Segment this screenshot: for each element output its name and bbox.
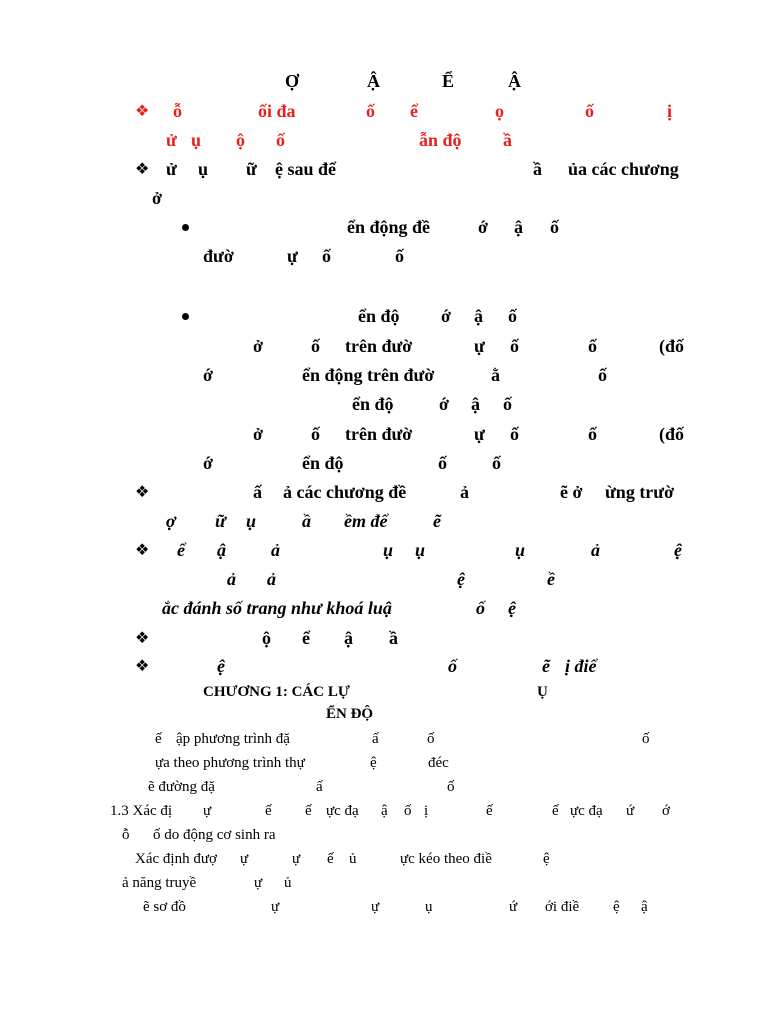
diamond-bullet-icon: ❖ [135,656,150,675]
text-fragment: ế [486,803,493,819]
text-fragment: ố [438,453,447,473]
text-fragment: ế [155,731,162,747]
text-fragment: ậ [344,628,353,648]
text-fragment: ả [591,540,600,560]
text-fragment: ố [585,101,594,121]
text-fragment: ố [550,217,559,237]
text-fragment: ệ [543,851,550,867]
bullet-dot-icon [182,224,189,231]
text-fragment: ực đạ [326,803,359,819]
text-fragment: ố [642,731,650,747]
text-fragment: ự [474,336,485,356]
text-fragment: ề [547,569,555,589]
text-fragment: ậ [471,394,480,414]
text-fragment: ự [240,851,249,867]
text-fragment: ển độ [352,394,394,414]
text-fragment: ự [254,875,263,891]
diamond-bullet-icon: ❖ [135,540,150,559]
text-fragment: ở [253,336,263,356]
text-fragment: ợ [166,511,176,531]
text-fragment: trên đườ [345,336,413,356]
text-fragment: ấ [372,731,379,747]
text-fragment: ắc đánh số trang như khoá luậ [162,598,392,618]
text-fragment: ẽ đường đặ [148,779,215,795]
chapter-title: Ụ [537,684,548,700]
text-fragment: ệ [613,899,620,915]
text-fragment: ả [267,569,276,589]
text-fragment: ố [476,598,485,618]
diamond-bullet-icon: ❖ [135,101,150,120]
text-fragment: ụ [383,540,394,560]
diamond-bullet-icon: ❖ [135,159,150,178]
text-fragment: ố [311,424,320,444]
chapter-title: CHƯƠNG 1: CÁC LỰ [203,684,350,700]
text-fragment: ể [177,540,185,560]
text-fragment: ố [322,246,331,266]
text-fragment: ố [492,453,501,473]
text-fragment: ực kéo theo điề [400,851,492,867]
text-fragment: ẫn độ [419,130,462,150]
text-fragment: ẽ [542,656,550,676]
bullet-dot-icon [182,313,189,320]
text-fragment: ự [292,851,301,867]
text-fragment: ố [447,779,455,795]
text-fragment: ố [510,336,519,356]
text-fragment: trên đườ [345,424,413,444]
text-fragment: ử [166,130,177,150]
text-fragment: ển động trên đườ [302,365,435,385]
text-fragment: ậ [641,899,648,915]
text-fragment: ển động đề [347,217,431,237]
text-fragment: ể [410,101,418,121]
text-fragment: ụ [198,159,209,179]
text-fragment: ự [474,424,485,444]
text-fragment: ả [271,540,280,560]
text-fragment: ố [395,246,404,266]
text-fragment: ố [508,306,517,326]
text-fragment: ử [166,159,177,179]
text-fragment: ủ [284,875,292,891]
text-fragment: ế [327,851,334,867]
text-fragment: ệ [457,569,465,589]
text-fragment: ấ [316,779,323,795]
text-fragment: ụ [425,899,433,915]
text-fragment: (đố [659,336,685,356]
text-fragment: 1.3 Xác đị [110,803,173,819]
text-fragment: ềm để [344,511,388,531]
text-fragment: ớ [203,365,213,385]
text-fragment: ẽ sơ đồ [143,899,186,915]
text-fragment: ớ [203,453,213,473]
text-fragment: ấ [253,482,262,502]
text-fragment: ự [287,246,298,266]
chapter-title: ỂN ĐỘ [326,706,374,722]
text-fragment: ị [667,101,673,121]
text-fragment: ầ [302,511,311,531]
text-fragment: ỗ [173,101,182,121]
text-fragment: ẽ ở [560,482,583,502]
text-fragment: ầ [533,159,542,179]
text-fragment: ủa các chương [568,159,679,179]
text-fragment: ố [598,365,607,385]
text-fragment: ả [227,569,236,589]
text-fragment: đườ [203,246,234,266]
text-fragment: ế [552,803,559,819]
text-fragment: ế [305,803,312,819]
text-fragment: ộ [236,130,245,150]
text-fragment: ệ sau để [275,159,337,179]
diamond-bullet-icon: ❖ [135,628,150,647]
text-fragment: ố [427,731,435,747]
text-fragment: ớ [662,803,670,819]
text-fragment: ệ [508,598,516,618]
text-fragment: ụ [515,540,526,560]
diamond-bullet-icon: ❖ [135,482,150,501]
text-fragment: ậ [381,803,388,819]
text-fragment: ệ [370,755,377,771]
text-fragment: ụ [191,130,202,150]
text-fragment: ể [302,628,310,648]
text-fragment: ộ [262,628,271,648]
text-fragment: ối đa [258,101,296,121]
text-fragment: ữ [215,511,226,531]
text-fragment: ố [510,424,519,444]
text-fragment: ị [424,803,429,819]
text-fragment: ự [271,899,280,915]
text-fragment: ứ [509,899,518,915]
text-fragment: ừng trườ [605,482,675,502]
title-char: Ể [442,71,455,91]
title-char: Ợ [285,71,300,91]
text-fragment: ự [371,899,380,915]
text-fragment: ố do động cơ sinh ra [153,827,276,843]
text-fragment: ỗ [122,827,130,843]
text-fragment: ớ [439,394,449,414]
text-fragment: ở [152,188,162,208]
text-fragment: ố [366,101,375,121]
text-fragment: ụ [415,540,426,560]
title-char: Ậ [367,71,380,91]
text-fragment: ằ [491,365,500,385]
text-fragment: ựa theo phương trình thự [155,755,305,771]
text-fragment: ở [253,424,263,444]
text-fragment: ầ [389,628,398,648]
text-fragment: ủ [349,851,357,867]
text-fragment: ố [588,336,597,356]
text-fragment: đéc [428,755,449,771]
text-fragment: ị điể [565,656,597,676]
text-fragment: ậ [514,217,523,237]
text-fragment: ậ [217,540,226,560]
text-fragment: ự [203,803,212,819]
text-fragment: ớ [478,217,488,237]
text-fragment: ế [265,803,272,819]
title-char: Ậ [508,71,521,91]
text-fragment: ụ [246,511,257,531]
text-fragment: ẽ [433,511,441,531]
text-fragment: ầ [503,130,512,150]
text-fragment: ệ [674,540,682,560]
text-fragment: ập phương trình đặ [176,731,290,747]
text-fragment: ậ [474,306,483,326]
text-fragment: ố [404,803,412,819]
text-fragment: ố [503,394,512,414]
text-fragment: ố [311,336,320,356]
text-fragment: ả các chương đề [283,482,407,502]
text-fragment: ả năng truyề [122,875,197,891]
text-fragment: ọ [495,101,504,121]
text-fragment: ển độ [302,453,344,473]
text-fragment: ố [276,130,285,150]
text-fragment: ố [448,656,457,676]
text-fragment: ới điề [545,899,580,915]
text-fragment: ệ [217,656,225,676]
text-fragment: ển độ [358,306,400,326]
text-fragment: ữ [246,159,257,179]
text-fragment: Xác định đượ [135,851,217,867]
text-fragment: ực đạ [570,803,603,819]
text-fragment: ố [588,424,597,444]
text-fragment: ứ [626,803,635,819]
text-fragment: (đố [659,424,685,444]
text-fragment: ả [460,482,469,502]
text-fragment: ớ [441,306,451,326]
